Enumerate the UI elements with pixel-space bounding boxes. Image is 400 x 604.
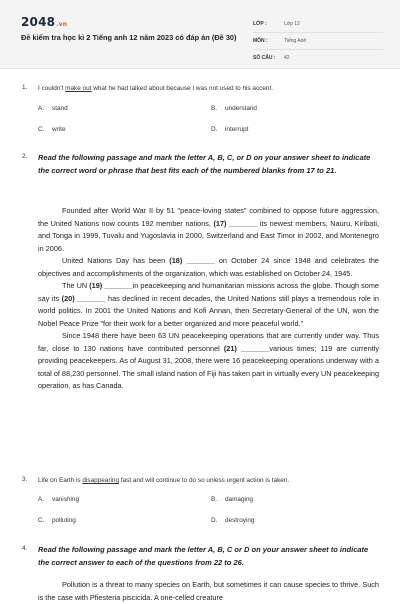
underlined-phrase: make out	[65, 85, 92, 92]
blank-18: (18) _______	[169, 256, 215, 265]
option-text: destroying	[225, 517, 255, 524]
option-a[interactable]	[38, 105, 68, 112]
passage-paragraph	[38, 205, 379, 255]
option-text: stand	[52, 105, 68, 112]
option-letter: A.	[38, 496, 45, 503]
option-d[interactable]	[211, 517, 255, 524]
meta-table	[253, 16, 383, 66]
option-letter: B.	[211, 105, 218, 112]
paragraph-text: various times; 119 are currently providing peacekeepers. As of August 31, 2008, there were 16 peacekeeping operations underway with a total of 88,230 personnel. The small island nation of Fiji has taken part in virtually every UN peacekeeping operation, as has Canada.	[38, 343, 379, 390]
question-text	[38, 476, 383, 485]
blank-17: (17) _______	[213, 218, 258, 228]
meta-value: Lớp 12	[284, 21, 300, 27]
paragraph-text: has declined in recent decades, the United Nations still plays a tremendous role in world politics. In 2001 the United Nations and Kofi Annan, then Secretary-General of the UN, won the Nobel Peace Prize "for their work for a better organized and more peaceful world."	[38, 293, 379, 328]
option-letter: A.	[38, 105, 45, 112]
question-text-after: fast and will continue to do so unless urgent action is taken.	[119, 477, 290, 484]
option-letter: D.	[211, 126, 218, 133]
question-number: 3.	[22, 476, 28, 483]
meta-row-class	[253, 16, 383, 33]
option-b[interactable]	[211, 105, 257, 112]
option-text: write	[52, 126, 66, 133]
meta-key: MÔN :	[253, 38, 268, 44]
question-number: 4.	[22, 545, 28, 552]
option-a[interactable]	[38, 496, 79, 503]
reading-passage	[38, 579, 379, 604]
option-text: interrupt	[225, 126, 249, 133]
meta-row-count	[253, 50, 383, 66]
paragraph-text: The UN	[62, 281, 90, 290]
passage-paragraph	[38, 255, 379, 280]
option-d[interactable]	[211, 126, 248, 133]
option-letter: B.	[211, 496, 218, 503]
option-c[interactable]	[38, 517, 76, 524]
question-number: 2.	[22, 153, 28, 160]
document-title: Đề kiểm tra học kì 2 Tiếng anh 12 năm 2023 có đáp án (Đề 30)	[21, 33, 237, 42]
meta-key: LỚP :	[253, 21, 267, 27]
blank-21: (21) _______	[223, 343, 270, 353]
question-instruction: Read the following passage and mark the letter A, B, C or D on your answer sheet to indicate the correct answer to each of the questions from 22 to 26.	[38, 545, 369, 567]
option-text: polluting	[52, 517, 76, 524]
question-instruction: Read the following passage and mark the letter A, B, C, or D on your answer sheet to indicate the correct word or phrase that best fits each of the numbered blanks from 17 to 21.	[38, 153, 371, 175]
option-b[interactable]	[211, 496, 253, 503]
option-letter: D.	[211, 517, 218, 524]
paragraph-text: United Nations Day has been	[62, 256, 170, 265]
underlined-phrase: disappearing	[82, 477, 120, 484]
paragraph-text: on October 24 since 1948 and celebrates the objectives and accomplishments of the organization, which was established on October 24, 1945.	[38, 256, 379, 278]
option-letter: C.	[38, 126, 45, 133]
reading-passage	[38, 205, 379, 393]
meta-value: 42	[284, 55, 290, 61]
passage-paragraph: Pollution is a threat to many species on Earth, but sometimes it can cause species to thrive. Such is the case with Pfiesteria piscicida. A one-celled creature	[38, 580, 379, 602]
meta-key: SỐ CÂU :	[253, 55, 276, 61]
document-header	[0, 0, 400, 69]
passage-paragraph	[38, 280, 379, 330]
paragraph-text: in peacekeeping and humanitarian missions across the globe. Though some say its	[38, 281, 379, 303]
meta-value: Tiếng Anh	[284, 38, 307, 44]
question-text-before: Life on Earth is	[38, 477, 83, 484]
site-logo[interactable]	[21, 15, 67, 29]
question-text-after: what he had talked about because I was not used to his accent.	[91, 85, 273, 92]
option-text: understand	[225, 105, 257, 112]
option-text: damaging	[225, 496, 254, 503]
option-c[interactable]	[38, 126, 66, 133]
blank-19: (19) _______	[89, 281, 133, 290]
option-letter: C.	[38, 517, 45, 524]
logo-suffix: .vn	[56, 21, 68, 28]
paragraph-text: Since 1948 there have been 63 UN peacekeeping operations that are currently under way. Thus far, close to 130 nations have contributed personnel	[38, 331, 379, 353]
question-text-before: I couldn't	[38, 85, 66, 92]
question-text	[38, 84, 383, 93]
passage-paragraph	[38, 330, 379, 393]
blank-20: (20) _______	[61, 293, 106, 303]
meta-row-subject	[253, 33, 383, 50]
paragraph-text: its newest members, Nauru, Kiribati, and Tonga in 1999, Tuvalu and Yugoslavia in 2000, Switzerland and East Timor in 2002, and Montenegro in 2006.	[38, 218, 379, 253]
paragraph-text: Founded after World War II by 51 "peace-loving states" combined to oppose future aggression, the United Nations now counts 192 member nations,	[38, 206, 379, 228]
logo-text: 2048	[21, 15, 56, 29]
question-number: 1.	[22, 84, 28, 91]
option-text: vanishing	[52, 496, 80, 503]
